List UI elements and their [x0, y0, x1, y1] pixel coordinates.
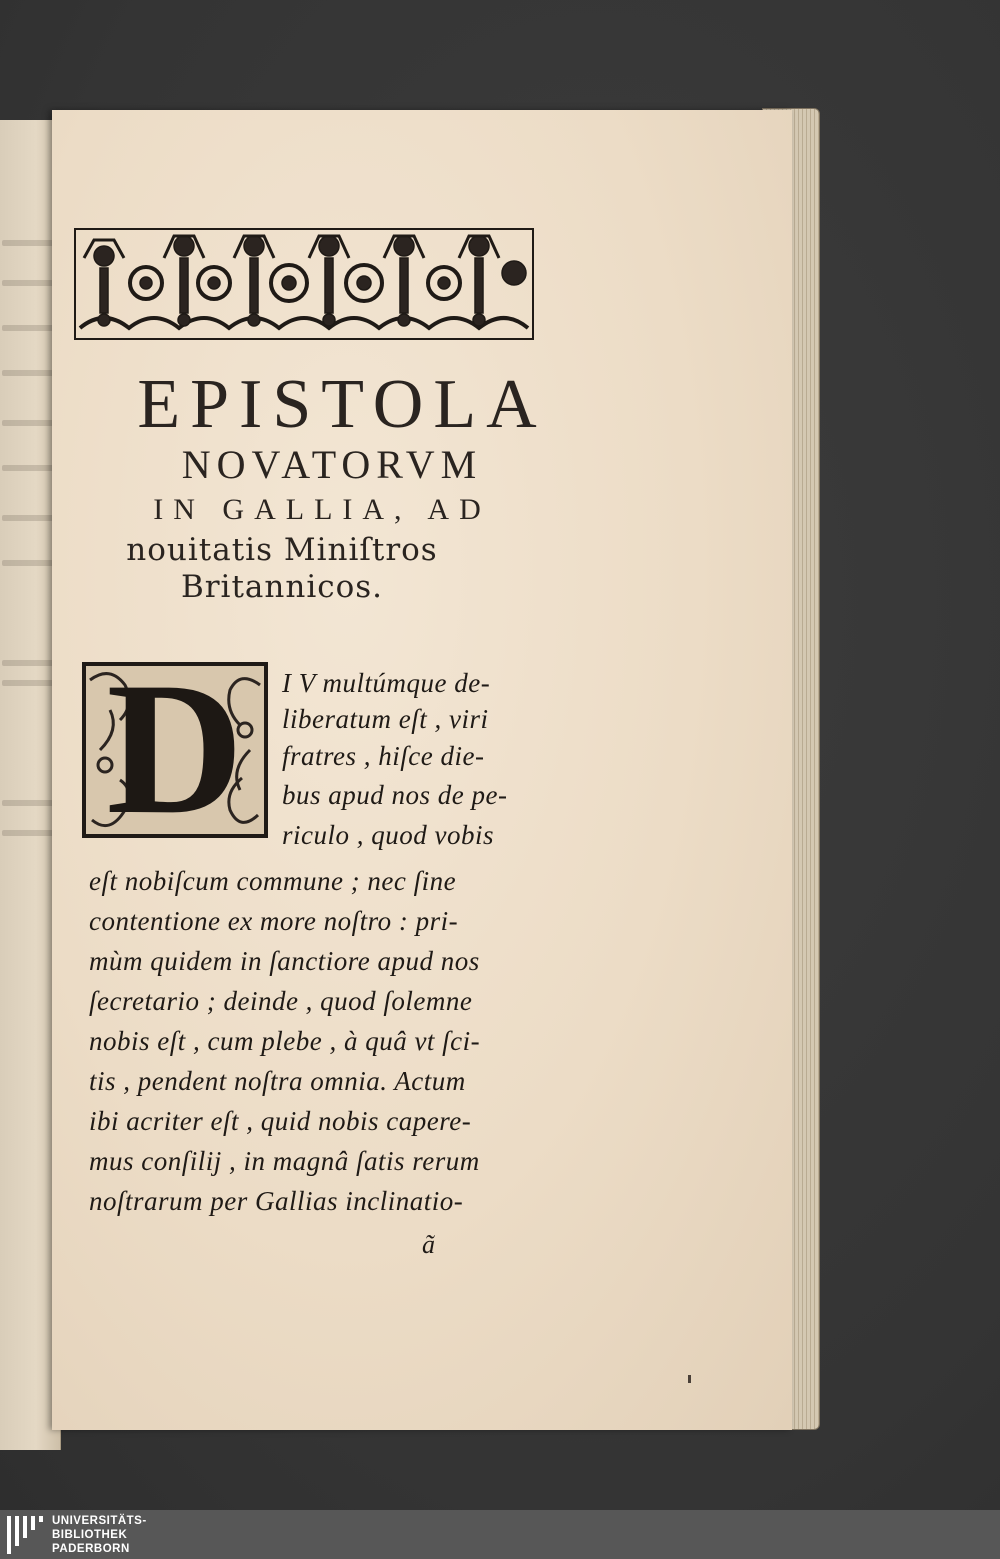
body-line: mus conſilij , in magnâ ſatis rerum [89, 1146, 480, 1176]
bleed-through-mark [2, 280, 54, 286]
bleed-through-mark [2, 325, 54, 331]
title-line-in-gallia: IN GALLIA, AD [153, 493, 491, 526]
bleed-through-mark [2, 465, 54, 471]
drop-cap-letter: D [106, 644, 244, 854]
library-name-line: UNIVERSITÄTS- [52, 1515, 147, 1527]
bleed-through-mark [2, 800, 54, 806]
bleed-through-mark [2, 660, 54, 666]
body-line: I V multúmque de- [282, 668, 491, 698]
body-line: liberatum eſt , viri [282, 704, 489, 734]
body-line: bus apud nos de pe- [282, 780, 508, 810]
body-line: mùm quidem in ſanctiore apud nos [89, 946, 480, 976]
bleed-through-mark [2, 830, 54, 836]
body-line: contentione ex more noſtro : pri- [89, 906, 459, 936]
body-line: ſecretario ; deinde , quod ſolemne [89, 986, 473, 1016]
bleed-through-mark [2, 370, 54, 376]
ornamental-headpiece [74, 228, 534, 340]
body-line: tis , pendent noſtra omnia. Actum [89, 1066, 466, 1096]
body-line: ibi acriter eſt , quid nobis capere- [89, 1106, 472, 1136]
book-page [52, 110, 792, 1430]
library-name-line: BIBLIOTHEK [52, 1529, 128, 1541]
library-name-line: PADERBORN [52, 1543, 130, 1555]
title-line-ministros: nouitatis Miniſtros [126, 532, 438, 568]
body-line: nobis eſt , cum plebe , à quâ vt ſci- [89, 1026, 481, 1056]
body-line: noſtrarum per Gallias inclinatio- [89, 1186, 464, 1216]
bleed-through-mark [2, 240, 54, 246]
catchword: ã [422, 1230, 435, 1259]
library-logo-icon [5, 1516, 45, 1554]
body-line: riculo , quod vobis [282, 820, 494, 850]
title-line-epistola: EPISTOLA [137, 366, 547, 443]
title-line-novatorum: NOVATORVM [181, 442, 483, 487]
bleed-through-mark [2, 680, 54, 686]
body-line: eſt nobiſcum commune ; nec ſine [89, 866, 457, 896]
title-line-britannicos: Britannicos. [180, 569, 384, 605]
library-footer-bar [0, 1510, 1000, 1559]
bleed-through-mark [2, 420, 54, 426]
ink-speck [688, 1375, 691, 1383]
body-line: fratres , hiſce die- [282, 741, 485, 771]
